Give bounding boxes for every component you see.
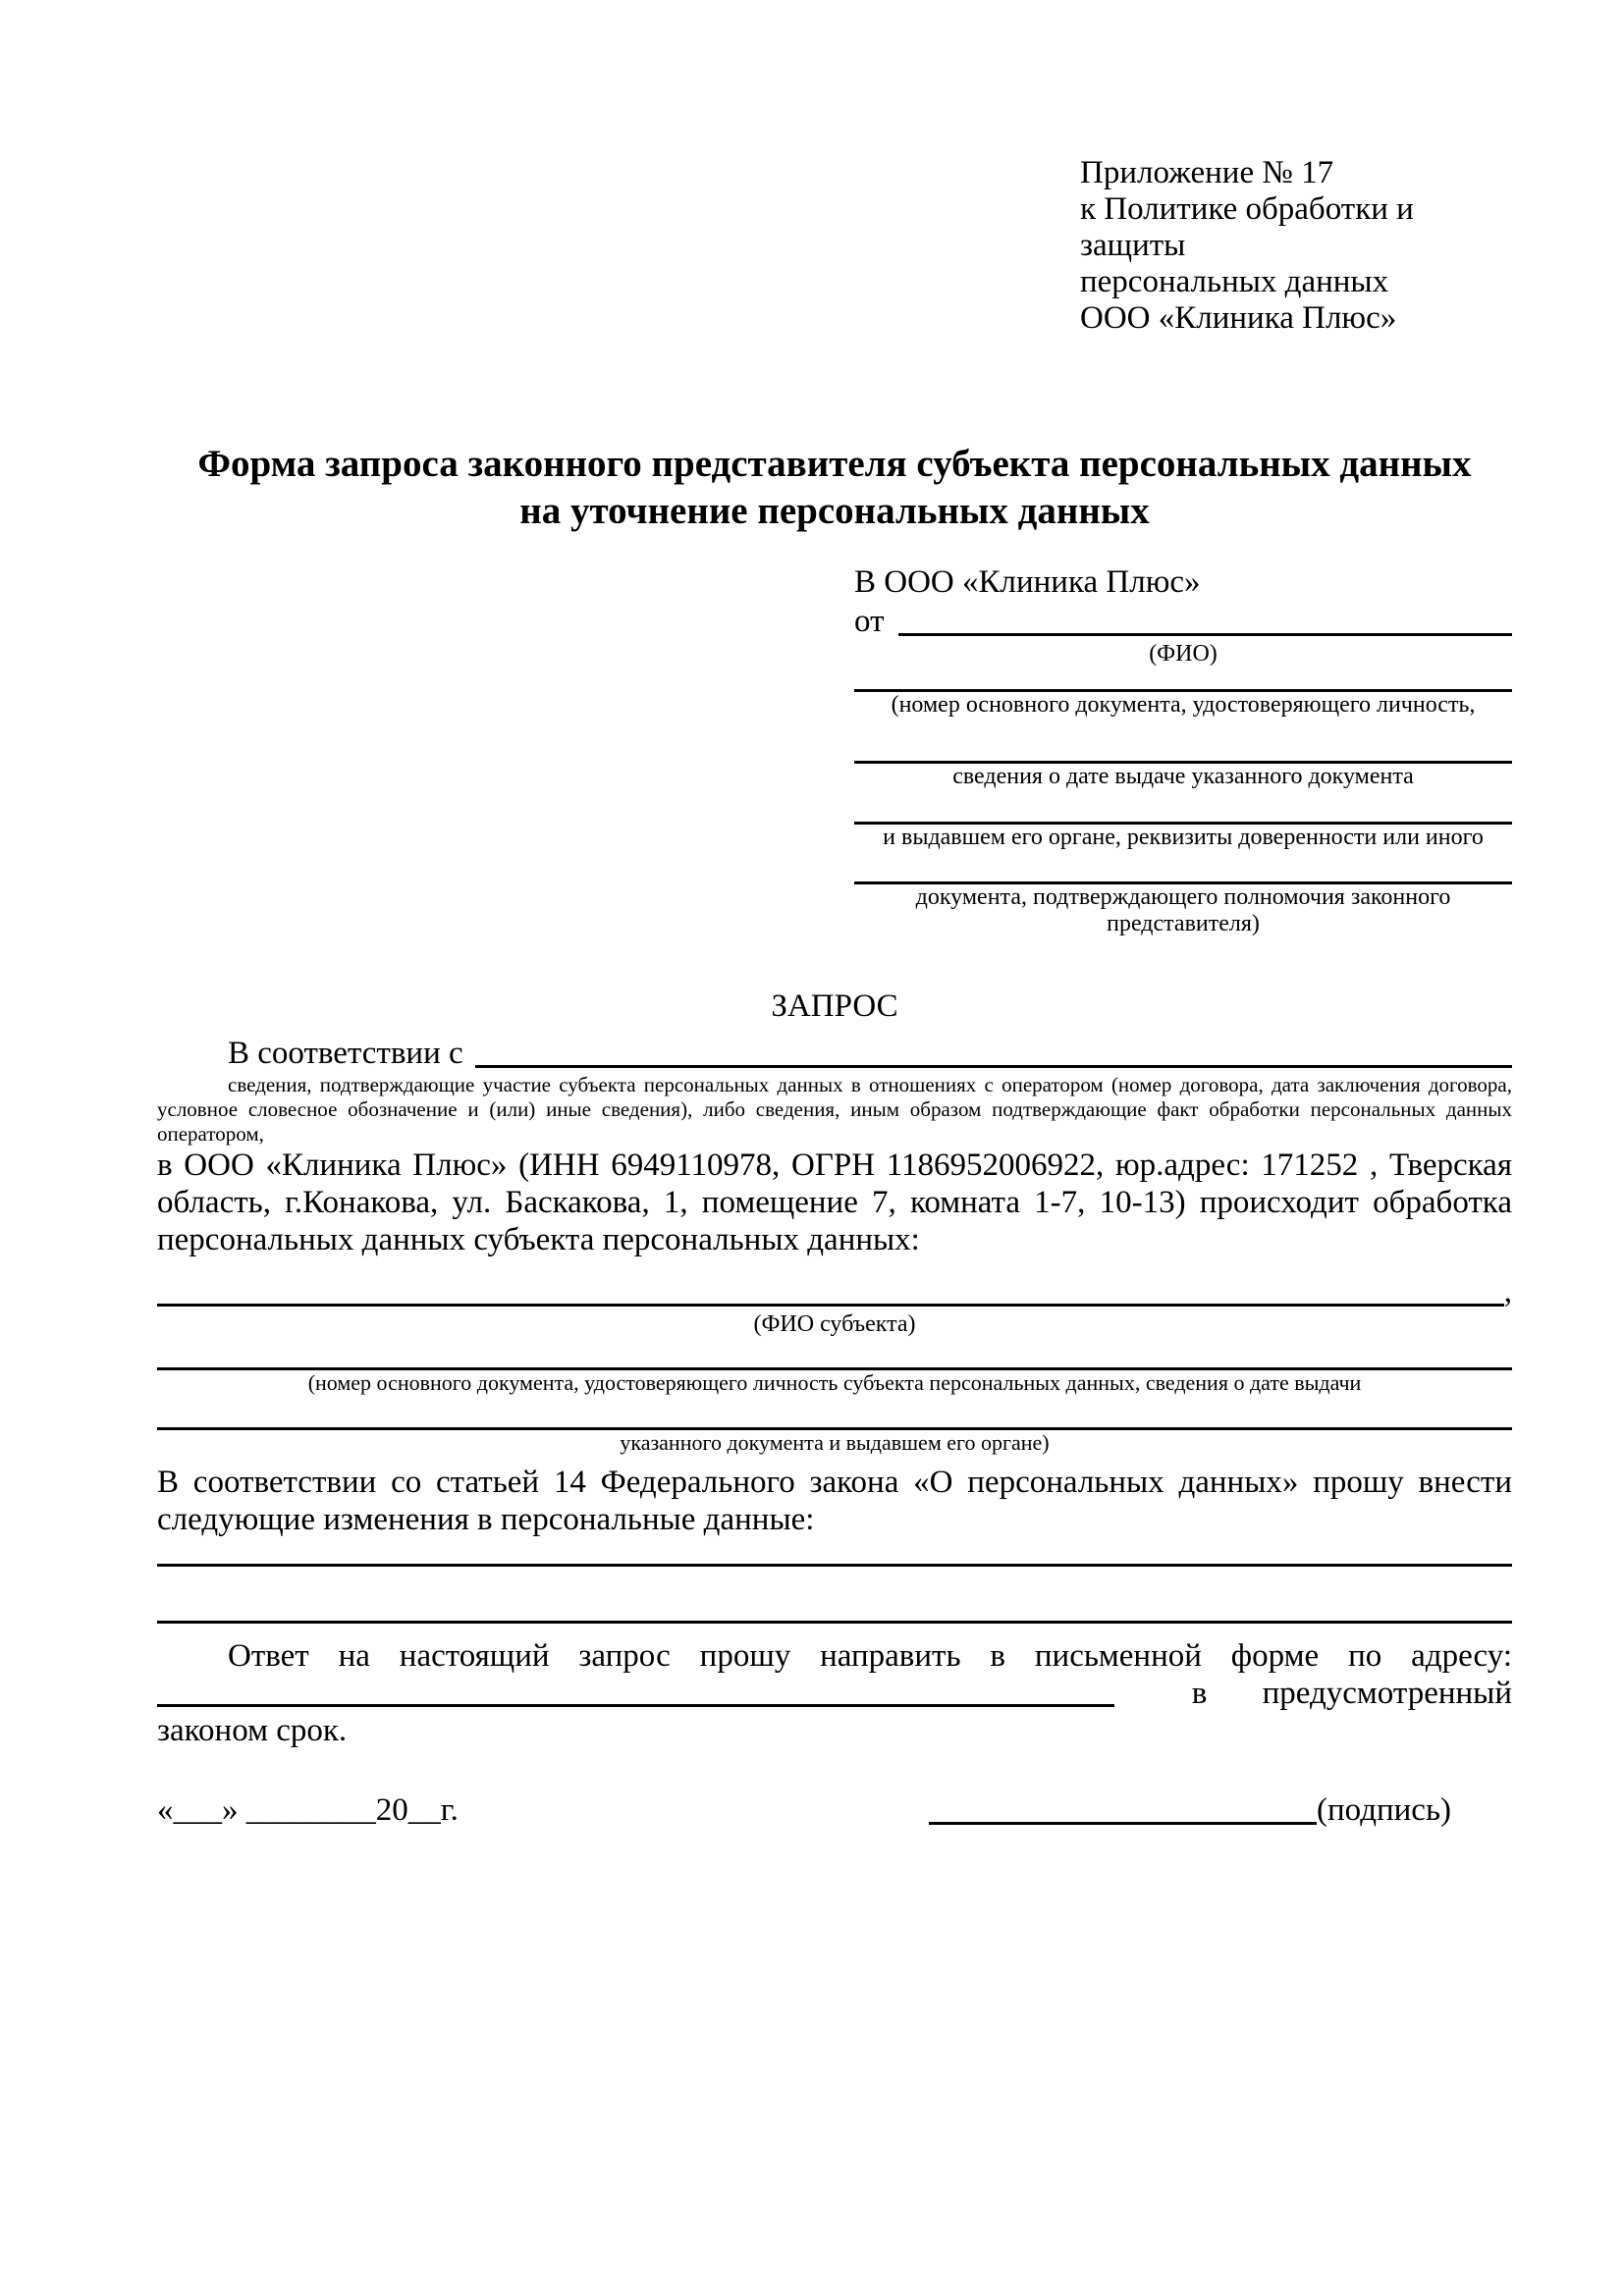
subject-fio-caption: (ФИО субъекта) xyxy=(753,1311,916,1337)
document-title xyxy=(157,441,1512,535)
fio-caption: (ФИО) xyxy=(1149,641,1218,667)
doc-number-caption: (номер основного документа, удостоверяющего личность, xyxy=(891,692,1476,718)
signature-group xyxy=(929,1790,1451,1830)
addressee-to: В ООО «Клиника Плюс» xyxy=(854,564,1201,600)
appendix-policy-line2: персональных данных xyxy=(1080,264,1389,299)
request-heading: ЗАПРОС xyxy=(771,988,898,1024)
addressee-from-row xyxy=(854,602,1512,641)
appendix-number: Приложение № 17 xyxy=(1080,155,1334,190)
operator-relation-footnote: сведения, подтверждающие участие субъекта персональных данных в отношениях с оператором (номер договора, дата заключения договора, условное словесное обозначение и (или) иные сведения), либо сведения, иным образом подтверждающие факт обработки персональных данных оператором, xyxy=(157,1073,1512,1146)
fio-fill-line xyxy=(898,633,1513,636)
changes-fill-line2 xyxy=(157,1621,1512,1624)
signature-caption: (подпись) xyxy=(1317,1792,1451,1828)
trailing-comma: , xyxy=(1503,1274,1512,1309)
answer-tail-words: в предусмотренный xyxy=(1191,1676,1512,1711)
intro-fill-line xyxy=(475,1065,1512,1068)
address-fill-line xyxy=(157,1704,1114,1707)
signature-fill-line xyxy=(929,1822,1317,1825)
authority-caption: документа, подтверждающего полномочия законного представителя) xyxy=(915,884,1451,936)
law-paragraph: В соответствии со статьей 14 Федерального закона «О персональных данных» прошу внести следующие изменения в персональные данные: xyxy=(157,1465,1512,1537)
intro-label: В соответствии с xyxy=(228,1036,463,1071)
issue-date-caption: сведения о дате выдаче указанного документа xyxy=(952,764,1414,789)
issuer-caption: и выдавшем его органе, реквизиты доверенности или иного xyxy=(883,825,1484,850)
document-title-line1: Форма запроса законного представителя субъекта персональных данных xyxy=(197,443,1472,485)
subject-doc-caption-line1: (номер основного документа, удостоверяющего личность субъекта персональных данных, сведения о дате выдачи xyxy=(307,1370,1362,1395)
addressee-block xyxy=(854,562,1512,937)
date-blank: «___» ________20__г. xyxy=(157,1792,459,1828)
appendix-policy-line: к Политике обработки и защиты xyxy=(1080,191,1414,263)
appendix-header xyxy=(1080,155,1512,337)
changes-fill-line1 xyxy=(157,1564,1512,1567)
answer-paragraph: Ответ на настоящий запрос прошу направить в письменной форме по адресу: xyxy=(228,1638,1512,1674)
subject-doc-caption-line2: указанного документа и выдавшем его органе) xyxy=(620,1430,1050,1455)
request-intro-row xyxy=(157,1034,1512,1073)
answer-address-row xyxy=(157,1675,1512,1712)
document-title-line2: на уточнение персональных данных xyxy=(519,490,1150,532)
from-label: от xyxy=(854,604,885,639)
subject-fio-fill-line xyxy=(157,1304,1504,1307)
date-signature-row xyxy=(157,1790,1512,1830)
answer-tail-end: законом срок. xyxy=(157,1713,348,1748)
appendix-company: ООО «Клиника Плюс» xyxy=(1080,300,1397,336)
operator-paragraph: в ООО «Клиника Плюс» (ИНН 6949110978, ОГРН 1186952006922, юр.адрес: 171252 , Тверская область, г.Конакова, ул. Баскакова, 1, помещение 7, комната 1-7, 10-13) происходит обработка персональных данных субъекта персональных данных: xyxy=(157,1148,1512,1257)
subject-fio-row xyxy=(157,1272,1512,1311)
